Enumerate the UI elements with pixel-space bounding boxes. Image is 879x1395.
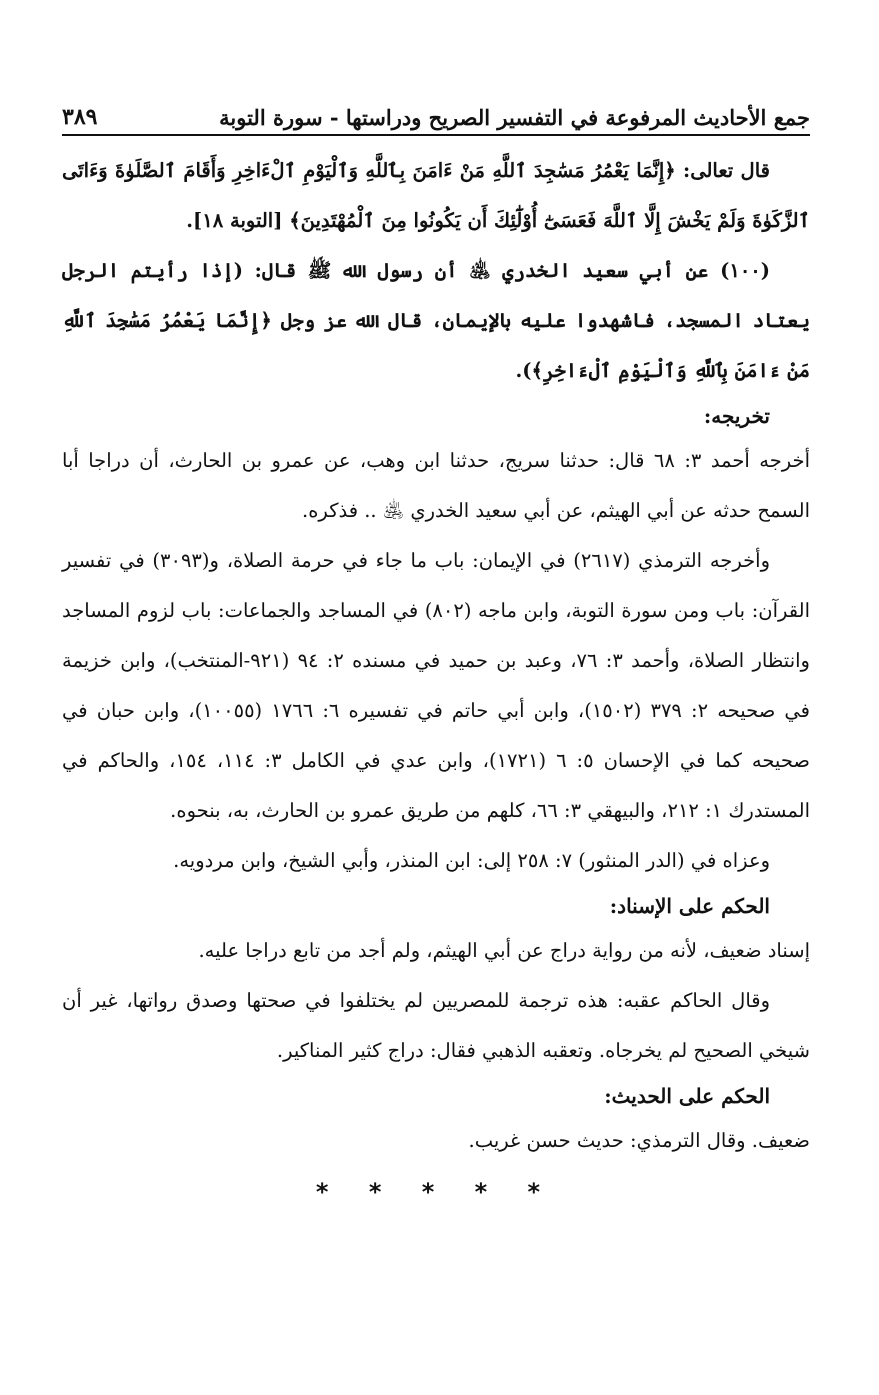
document-page: [62, 96, 810, 1206]
section-separator: * * * * *: [315, 1178, 557, 1206]
takhrij-paragraph-2: وأخرجه الترمذي (٢٦١٧) في الإيمان: باب ما جاء في حرمة الصلاة، و(٣٠٩٣) في تفسير القرآن: باب ومن سورة التوبة، وابن ماجه (٨٠٢) في المساجد والجماعات: باب لزوم المساجد وانتظار الصلاة، وأحمد ٣: ٧٦، وعبد بن حميد في مسنده ٢: ٩٤ (٩٢١-المنتخب)، وابن خزيمة في صحيحه ٢: ٣٧٩ (١٥٠٢)، وابن أبي حاتم في تفسيره ٦: ١٧٦٦ (١٠٠٥٥)، وابن حبان في صحيحه كما في الإحسان ٥: ٦ (١٧٢١)، وابن عدي في الكامل ٣: ١١٤، ١٥٤، والحاكم في المستدرك ١: ٢١٢، والبيهقي ٣: ٦٦، كلهم من طريق عمرو بن الحارث، به، بنحوه.: [62, 549, 810, 822]
book-title: جمع الأحاديث المرفوعة في التفسير الصريح ودراستها - سورة التوبة: [219, 105, 810, 130]
verse-paragraph: قال تعالى: ﴿إِنَّمَا يَعْمُرُ مَسَٰجِدَ ٱللَّهِ مَنْ ءَامَنَ بِٱللَّهِ وَٱلْيَوْمِ ٱلْءَاخِرِ وَأَقَامَ ٱلصَّلَوٰةَ وَءَاتَى ٱلزَّكَوٰةَ وَلَمْ يَخْشَ إِلَّا ٱللَّهَ فَعَسَىٰٓ أُوْلَٰٓئِكَ أَن يَكُونُوا مِنَ ٱلْمُهْتَدِينَ﴾ [التوبة ١٨].: [62, 159, 810, 232]
hadith-paragraph: (١٠٠) عن أبي سعيد الخدري ﵁ أن رسول الله ﷺ قال: (إذا رأيتم الرجل يعتاد المسجد، فاشهدوا عليه بالإيمان، قال الله عز وجل ﴿إِنَّمَا يَعْمُرُ مَسَٰجِدَ ٱللَّهِ مَنْ ءَامَنَ بِٱللَّهِ وَٱلْيَوْمِ ٱلْءَاخِرِ﴾).: [62, 259, 810, 382]
isnad-paragraph-2: وقال الحاكم عقبه: هذه ترجمة للمصريين لم يختلفوا في صحتها وصدق رواتها، غير أن شيخي الصحيح لم يخرجاه. وتعقبه الذهبي فقال: دراج كثير المناكير.: [62, 989, 810, 1062]
isnad-heading: الحكم على الإسناد:: [609, 894, 770, 918]
takhrij-paragraph-3: وعزاه في (الدر المنثور) ٧: ٢٥٨ إلى: ابن المنذر، وأبي الشيخ، وابن مردويه.: [173, 849, 770, 872]
ruling-heading: الحكم على الحديث:: [604, 1084, 770, 1108]
ruling-paragraph: ضعيف. وقال الترمذي: حديث حسن غريب.: [468, 1129, 810, 1152]
page-content: [62, 146, 810, 1206]
running-header: [62, 96, 810, 136]
isnad-paragraph-1: إسناد ضعيف، لأنه من رواية دراج عن أبي الهيثم، ولم أجد من تابع دراجا عليه.: [198, 939, 810, 962]
takhrij-paragraph-1: أخرجه أحمد ٣: ٦٨ قال: حدثنا سريج، حدثنا ابن وهب، عن عمرو بن الحارث، أن دراجا أبا السمح حدثه عن أبي الهيثم، عن أبي سعيد الخدري ﵁ .. فذكره.: [62, 449, 810, 522]
page-number: ٣٨٩: [62, 104, 98, 130]
takhrij-heading: تخريجه:: [703, 404, 770, 428]
